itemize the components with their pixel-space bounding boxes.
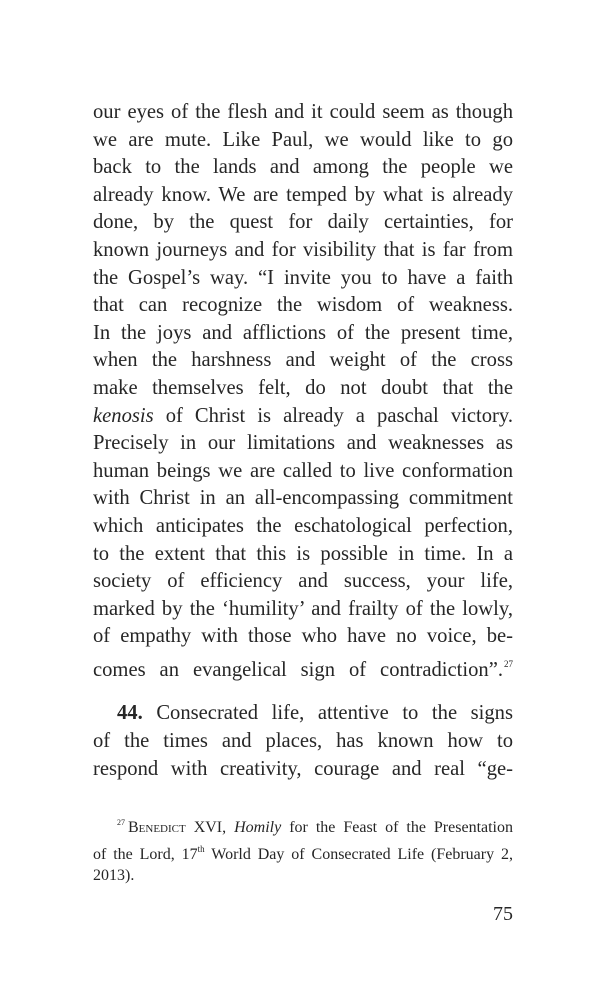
text-fragment: Consecrated life, attentive to the signs: [142, 702, 513, 725]
text-line-last: [93, 651, 513, 679]
text-fragment: comes an evangelical sign of contradiction”.: [93, 658, 503, 681]
text-fragment: of the Lord, 17: [93, 845, 198, 863]
text-line: marked by the ‘humility’ and frailty of the lowly,: [93, 597, 513, 620]
text-line: [93, 700, 513, 728]
text-fragment: of Christ is already a paschal victory.: [153, 404, 513, 427]
text-line: when the harshness and weight of the cross: [93, 349, 513, 372]
footnote-reference[interactable]: 27: [504, 658, 513, 669]
text-fragment: for the Feast of the Presentation: [281, 819, 513, 836]
page-number: 75: [493, 903, 513, 925]
paragraph-continued: [93, 99, 513, 681]
footnote-line: [93, 812, 513, 839]
paragraph-number: 44.: [117, 702, 143, 725]
paragraph-44: [93, 700, 513, 783]
text-line: that can recognize the wisdom of weakness.: [93, 294, 513, 317]
footnote-author: Benedict: [128, 819, 186, 836]
text-line: we are mute. Like Paul, we would like to go: [93, 128, 513, 151]
footnote-line: 2013).: [93, 867, 135, 884]
footnotes: [93, 812, 513, 887]
text-line: known journeys and for visibility that is far from: [93, 238, 513, 261]
paragraph-spacer: [93, 678, 513, 700]
text-line-kenosis: [93, 403, 513, 431]
text-line: already know. We are temped by what is already: [93, 183, 513, 206]
text-line: with Christ in an all-encompassing commitment: [93, 487, 513, 510]
text-line: society of efficiency and success, your life,: [93, 570, 513, 593]
text-line: of the times and places, has known how to: [93, 730, 513, 753]
ordinal-suffix: th: [197, 843, 205, 854]
text-line: In the joys and afflictions of the present time,: [93, 321, 513, 344]
text-line: the Gospel’s way. “I invite you to have a faith: [93, 266, 513, 289]
body-text: [93, 99, 513, 783]
text-line: back to the lands and among the people we: [93, 156, 513, 179]
text-line: done, by the quest for daily certainties, for: [93, 211, 513, 234]
text-line: Precisely in our limitations and weaknesses as: [93, 432, 513, 455]
text-line: make themselves felt, do not doubt that the: [93, 376, 513, 399]
text-line: which anticipates the eschatological perfection,: [93, 514, 513, 537]
text-line: our eyes of the flesh and it could seem as though: [93, 101, 513, 123]
text-line: of empathy with those who have no voice, be-: [93, 625, 513, 648]
text-fragment: World Day of Consecrated Life (February 2,: [204, 845, 513, 863]
footnote-mark: 27: [117, 818, 125, 827]
text-fragment: XVI,: [185, 819, 235, 836]
text-line: respond with creativity, courage and real “ge-: [93, 757, 513, 780]
text-line: to the extent that this is possible in time. In a: [93, 542, 513, 565]
footnote-line: [93, 839, 513, 866]
text-line: human beings we are called to live conformation: [93, 459, 513, 482]
italic-term: kenosis: [93, 404, 154, 427]
footnote-title: Homily: [234, 819, 282, 836]
